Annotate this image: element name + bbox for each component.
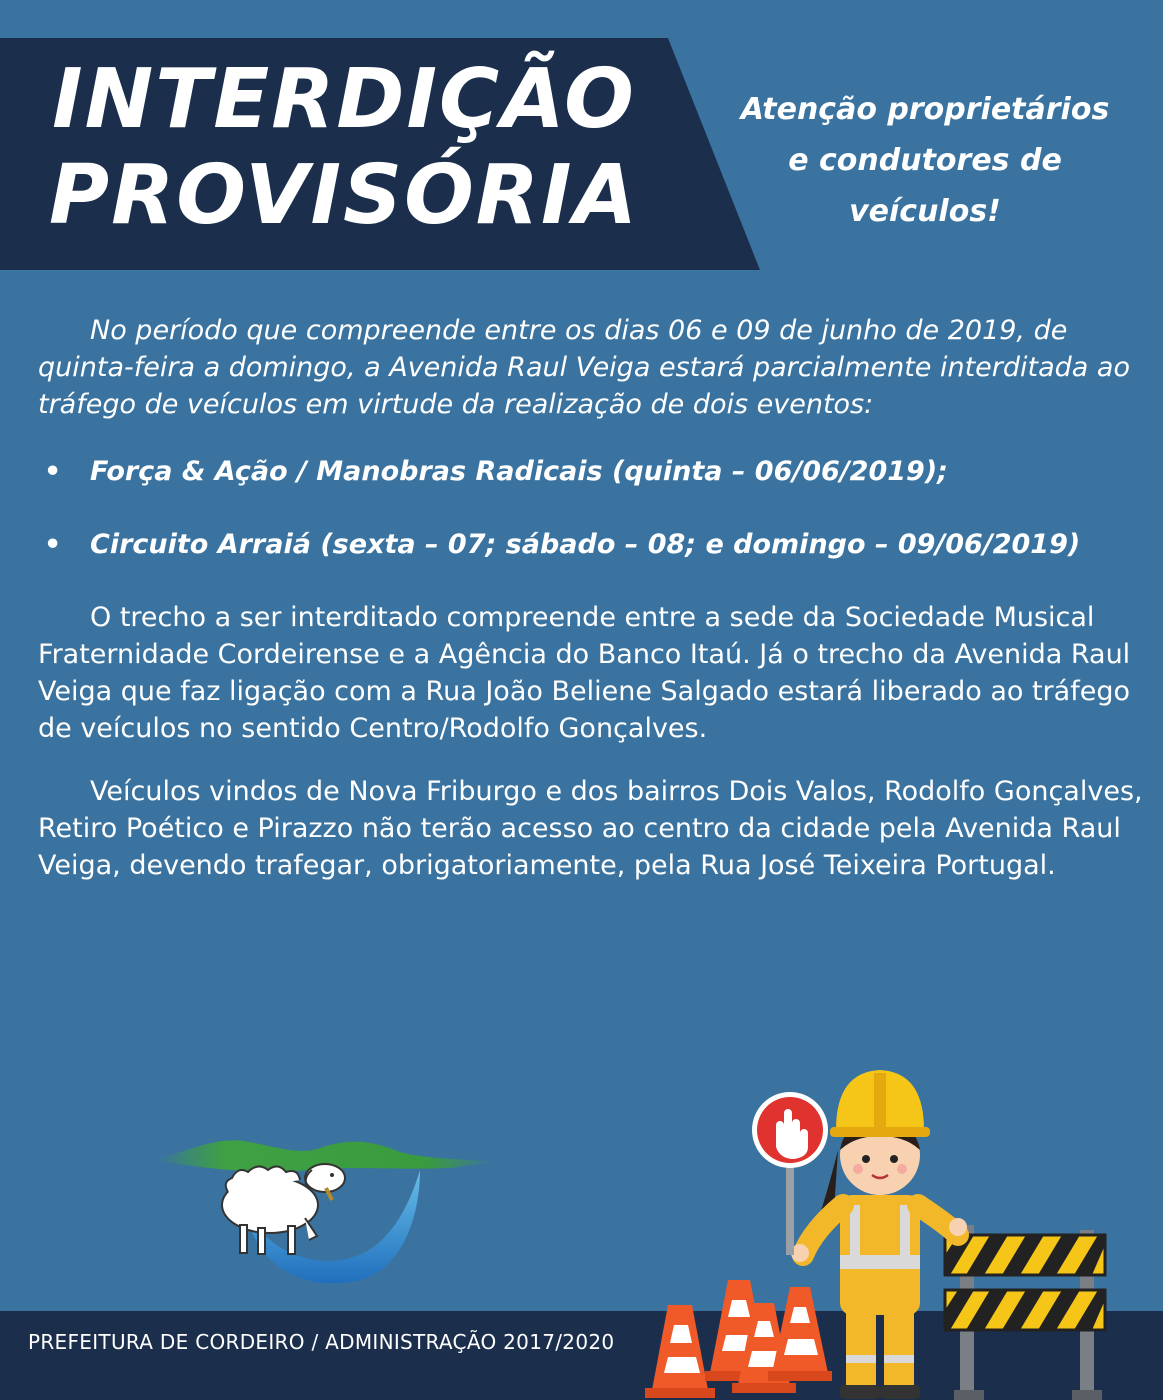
footer-text: PREFEITURA DE CORDEIRO / ADMINISTRAÇÃO 2017/2020 — [28, 1330, 615, 1354]
event-text: Força & Ação / Manobras Radicais (quinta – 06/06/2019); — [90, 456, 948, 487]
event-text: Circuito Arraiá (sexta – 07; sábado – 08; e domingo – 09/06/2019) — [90, 529, 1081, 560]
city-logo-sheep-icon — [150, 1130, 510, 1300]
intro-paragraph — [38, 312, 1148, 423]
road-barrier-icon — [945, 1225, 1105, 1400]
attention-line-3: veículos! — [849, 194, 1001, 229]
title-line-2: PROVISÓRIA — [49, 148, 639, 243]
sheep-icon — [222, 1164, 345, 1254]
title-line-1: INTERDIÇÃO — [52, 52, 636, 147]
attention-heading — [690, 84, 1160, 237]
notice-body — [38, 312, 1148, 884]
event-item — [38, 526, 1148, 563]
closed-section-text: O trecho a ser interditado compreende entre a sede da Sociedade Musical Fraternidade Cordeirense e a Agência do Banco Itaú. Já o trecho da Avenida Raul Veiga que faz ligação com a Rua João Beliene Salgado estará liberado ao tráfego de veículos no sentido Centro/Rodolfo Gonçalves. — [38, 602, 1131, 744]
construction-worker-icon — [640, 1055, 1120, 1400]
detour-paragraph — [38, 773, 1148, 884]
bullet-icon: • — [44, 456, 62, 487]
event-item — [38, 453, 1148, 490]
detour-text: Veículos vindos de Nova Friburgo e dos bairros Dois Valos, Rodolfo Gonçalves, Retiro Poético e Pirazzo não terão acesso ao centro da cidade pela Avenida Raul Veiga, devendo trafegar, obrigatoriamente, pela Rua José Teixeira Portugal. — [38, 776, 1143, 881]
closed-section-paragraph — [38, 599, 1148, 747]
attention-line-1: Atenção proprietários — [740, 92, 1110, 127]
bullet-icon: • — [44, 529, 62, 560]
traffic-cone-icon — [645, 1305, 715, 1398]
page-title — [14, 52, 674, 244]
events-list — [38, 453, 1148, 563]
intro-text: No período que compreende entre os dias 06 e 09 de junho de 2019, de quinta-feira a domingo, a Avenida Raul Veiga estará parcialmente interditada ao tráfego de veículos em virtude da realização de dois eventos: — [38, 315, 1130, 420]
attention-line-2: e condutores de — [788, 143, 1062, 178]
